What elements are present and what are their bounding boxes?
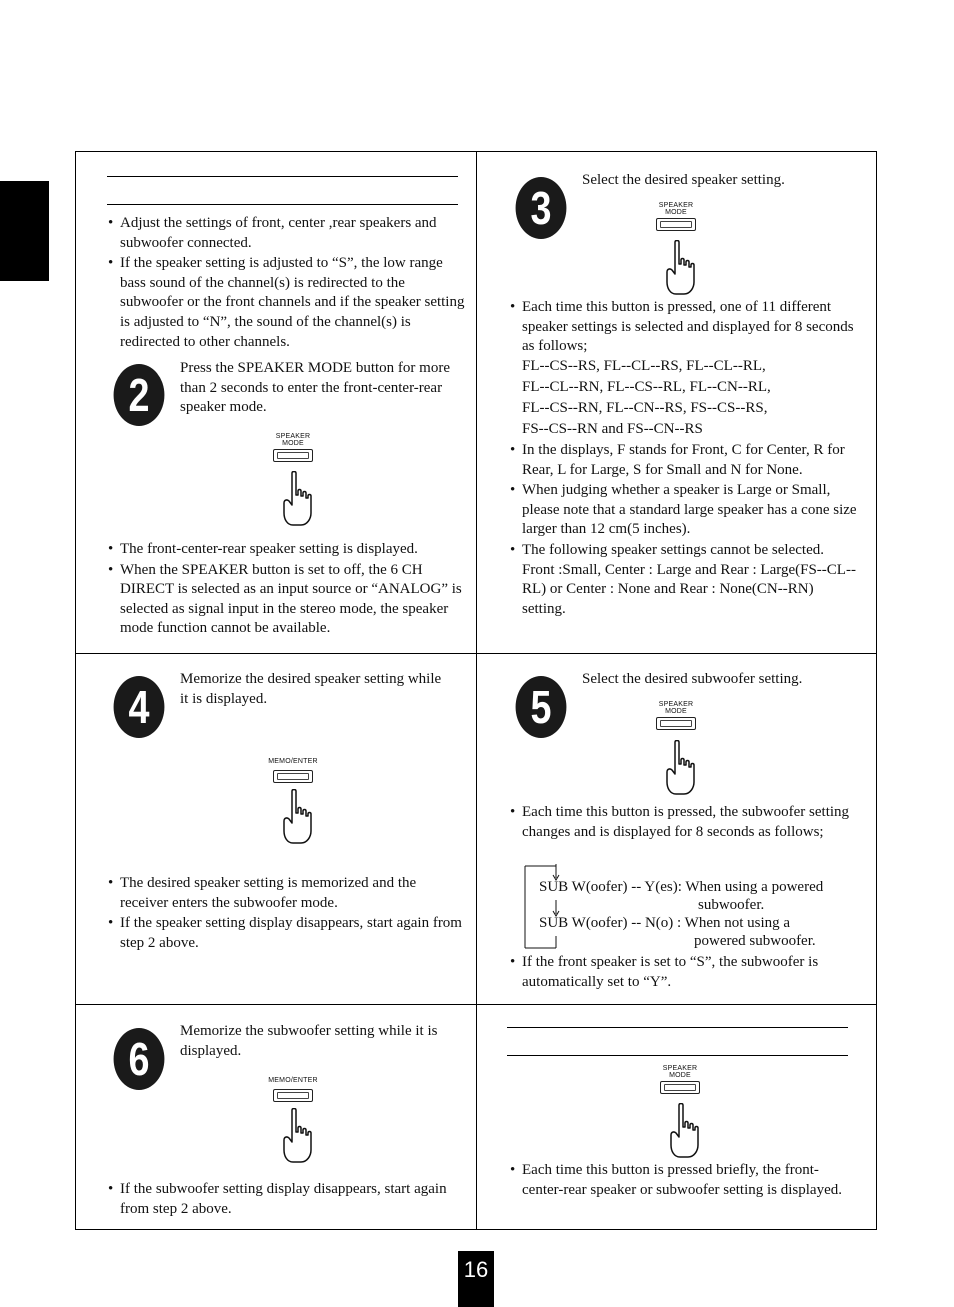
step-3-bullets: [510, 441, 858, 620]
subwoofer-flow: [539, 878, 859, 950]
step-2-bullets: [108, 540, 468, 640]
step-5-intro-bullet: [510, 803, 858, 843]
step-5-badge: 5: [516, 676, 567, 738]
step-3-badge: 3: [516, 177, 567, 239]
list-item: • Each time this button is pressed, the subwoofer setting changes and is displayed for 8 seconds as follows;: [510, 803, 858, 842]
flow-line-yes: SUB W(oofer) -- Y(es): When using a powered: [539, 879, 824, 895]
speaker-mode-button[interactable]: [645, 1065, 715, 1094]
memo-enter-button[interactable]: [258, 758, 328, 783]
pressing-hand-icon: [281, 471, 315, 527]
intro-bullets: [108, 214, 468, 353]
row-divider: [75, 1004, 877, 1005]
list-item: • When the SPEAKER button is set to off, the 6 CH DIRECT is selected as an input source or “ANALOG” is selected as signal input in the stereo mode, the speaker mode function cannot be available.: [108, 561, 468, 639]
button-label: SPEAKER: [275, 433, 311, 440]
heading-rule: [107, 176, 458, 177]
flow-line-no-cont: powered subwoofer.: [694, 933, 816, 949]
button-label: SPEAKER: [658, 202, 694, 209]
step-6-badge: 6: [114, 1028, 165, 1090]
button-label: MODE: [282, 440, 304, 447]
button-body: [656, 218, 696, 231]
step-4-instruction: Memorize the desired speaker setting while it is displayed.: [180, 671, 442, 707]
list-item: • If the subwoofer setting display disappears, start again from step 2 above.: [108, 1180, 468, 1219]
speaker-mode-button[interactable]: [258, 433, 328, 462]
list-item: • The following speaker settings cannot be selected. Front :Small, Center : Large and Rear : Large(FS--CL--RL) or Center : None and Rear : None(CN--RN) setting.: [510, 541, 858, 619]
step-3-intro-bullet: [510, 298, 858, 358]
button-label: SPEAKER: [658, 701, 694, 708]
check-bullets: [510, 1161, 858, 1201]
step-2-instruction: Press the SPEAKER MODE button for more than 2 seconds to enter the front-center-rear speaker mode.: [180, 360, 450, 416]
button-label: MODE: [665, 708, 687, 715]
list-item: • If the front speaker is set to “S”, the subwoofer is automatically set to “Y”.: [510, 953, 858, 992]
list-item: • The front-center-rear speaker setting is displayed.: [108, 540, 468, 560]
settings-line: FS--CS--RN and FS--CN--RS: [522, 421, 703, 437]
step-6-instruction: Memorize the subwoofer setting while it is displayed.: [180, 1023, 438, 1059]
row-divider: [75, 653, 877, 654]
heading-rule: [507, 1055, 848, 1056]
step-5-bullets: [510, 953, 858, 993]
list-item: • In the displays, F stands for Front, C for Center, R for Rear, L for Large, S for Small and N for None.: [510, 441, 858, 480]
list-item: • When judging whether a speaker is Large or Small, please note that a standard large speaker has a cone size larger than 12 cm(5 inches).: [510, 481, 858, 540]
button-body: [656, 717, 696, 730]
heading-rule: [107, 204, 458, 205]
step-4-badge: 4: [114, 676, 165, 738]
list-item: • Adjust the settings of front, center ,rear speakers and subwoofer connected.: [108, 214, 468, 253]
list-item: • The desired speaker setting is memorized and the receiver enters the subwoofer mode.: [108, 874, 468, 913]
pressing-hand-icon: [668, 1103, 702, 1159]
button-label: MODE: [665, 209, 687, 216]
speaker-settings-list: [522, 356, 852, 440]
pressing-hand-icon: [664, 740, 698, 796]
speaker-mode-button[interactable]: [641, 701, 711, 730]
pressing-hand-icon: [281, 1108, 315, 1164]
flow-line-yes-cont: subwoofer.: [698, 897, 765, 913]
memo-enter-button[interactable]: [258, 1077, 328, 1102]
list-item: • Each time this button is pressed, one of 11 different speaker settings is selected and displayed for 8 seconds as follows;: [510, 298, 858, 357]
heading-rule: [507, 1027, 848, 1028]
button-label: SPEAKER: [662, 1065, 698, 1072]
settings-line: FL--CL--RN, FL--CS--RL, FL--CN--RL,: [522, 379, 771, 395]
settings-line: FL--CS--RN, FL--CN--RS, FS--CS--RS,: [522, 400, 768, 416]
step-6-bullets: [108, 1180, 468, 1220]
page-number: 16: [458, 1251, 494, 1307]
step-3-instruction: Select the desired speaker setting.: [582, 172, 785, 188]
button-label: MODE: [669, 1072, 691, 1079]
button-body: [273, 449, 313, 462]
speaker-mode-button[interactable]: [641, 202, 711, 231]
settings-line: FL--CS--RS, FL--CL--RS, FL--CL--RL,: [522, 358, 766, 374]
button-label: MEMO/ENTER: [268, 758, 318, 765]
step-4-bullets: [108, 874, 468, 954]
list-item: • If the speaker setting is adjusted to “S”, the low range bass sound of the channel(s) is redirected to the subwoofer or the front channels and if the speaker setting is adjusted to “N”, the sound of the channel(s) is redirected to other channels.: [108, 254, 468, 352]
button-body: [273, 770, 313, 783]
pressing-hand-icon: [281, 789, 315, 845]
list-item: • Each time this button is pressed briefly, the front-center-rear speaker or subwoofer setting is displayed.: [510, 1161, 858, 1200]
step-2-badge: 2: [114, 364, 165, 426]
pressing-hand-icon: [664, 240, 698, 296]
list-item: • If the speaker setting display disappears, start again from step 2 above.: [108, 914, 468, 953]
button-body: [660, 1081, 700, 1094]
language-side-tab: [0, 181, 49, 281]
flow-line-no: SUB W(oofer) -- N(o) : When not using a: [539, 915, 791, 931]
button-label: MEMO/ENTER: [268, 1077, 318, 1084]
step-5-instruction: Select the desired subwoofer setting.: [582, 671, 803, 687]
button-body: [273, 1089, 313, 1102]
column-divider: [476, 151, 477, 1230]
